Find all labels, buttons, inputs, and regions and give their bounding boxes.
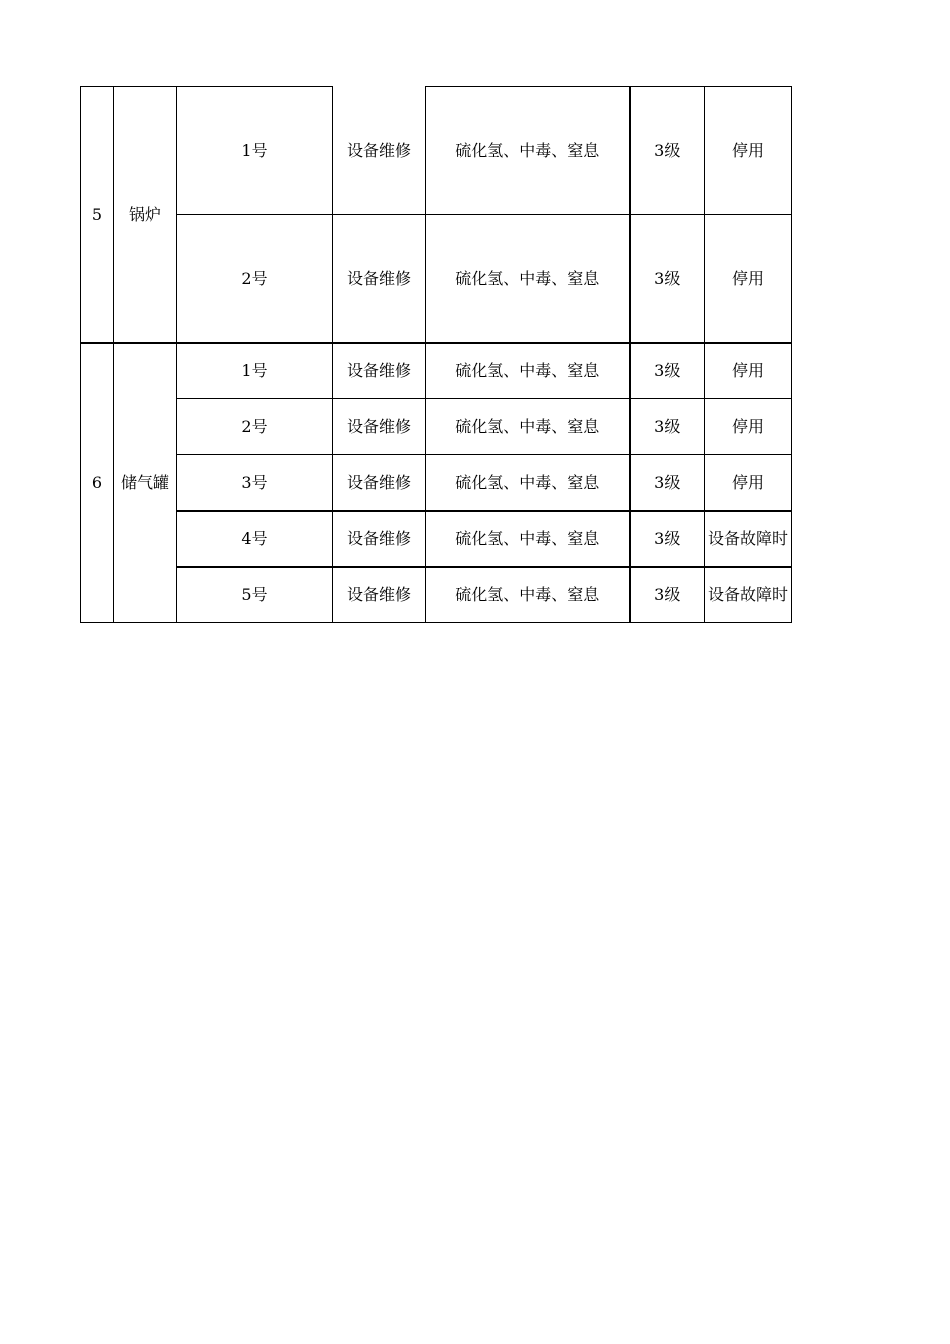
level-cell: 3级 — [630, 399, 705, 455]
work-type-cell: 设备维修 — [333, 399, 426, 455]
level-cell: 3级 — [630, 343, 705, 399]
equipment-id-cell: 2号 — [177, 399, 333, 455]
hazard-cell: 硫化氢、中毒、窒息 — [426, 511, 630, 567]
hazard-cell: 硫化氢、中毒、窒息 — [426, 567, 630, 623]
condition-cell: 设备故障时 — [705, 511, 792, 567]
hazard-cell: 硫化氢、中毒、窒息 — [426, 399, 630, 455]
work-type-cell: 设备维修 — [333, 215, 426, 343]
level-cell: 3级 — [630, 87, 705, 215]
work-type-cell: 设备维修 — [333, 567, 426, 623]
work-type-cell: 设备维修 — [333, 455, 426, 511]
table-row — [81, 87, 792, 215]
group-name-cell: 储气罐 — [114, 343, 177, 623]
equipment-id-cell: 1号 — [177, 87, 333, 215]
level-cell: 3级 — [630, 511, 705, 567]
group-index-cell: 5 — [81, 87, 114, 343]
work-type-cell: 设备维修 — [333, 87, 426, 215]
table-row — [81, 343, 792, 399]
equipment-id-cell: 1号 — [177, 343, 333, 399]
table-row — [81, 215, 792, 343]
table-row — [81, 399, 792, 455]
level-cell: 3级 — [630, 455, 705, 511]
equipment-id-cell: 5号 — [177, 567, 333, 623]
equipment-id-cell: 3号 — [177, 455, 333, 511]
hazard-cell: 硫化氢、中毒、窒息 — [426, 215, 630, 343]
equipment-id-cell: 2号 — [177, 215, 333, 343]
condition-cell: 停用 — [705, 399, 792, 455]
table-row — [81, 455, 792, 511]
level-cell: 3级 — [630, 567, 705, 623]
condition-cell: 停用 — [705, 455, 792, 511]
hazard-cell: 硫化氢、中毒、窒息 — [426, 455, 630, 511]
table-row — [81, 567, 792, 623]
level-cell: 3级 — [630, 215, 705, 343]
equipment-id-cell: 4号 — [177, 511, 333, 567]
hazard-cell: 硫化氢、中毒、窒息 — [426, 87, 630, 215]
condition-cell: 停用 — [705, 215, 792, 343]
hazard-cell: 硫化氢、中毒、窒息 — [426, 343, 630, 399]
condition-cell: 停用 — [705, 343, 792, 399]
work-type-cell: 设备维修 — [333, 511, 426, 567]
condition-cell: 停用 — [705, 87, 792, 215]
group-name-cell: 锅炉 — [114, 87, 177, 343]
equipment-table — [80, 86, 792, 623]
group-index-cell: 6 — [81, 343, 114, 623]
table-row — [81, 511, 792, 567]
work-type-cell: 设备维修 — [333, 343, 426, 399]
condition-cell: 设备故障时 — [705, 567, 792, 623]
